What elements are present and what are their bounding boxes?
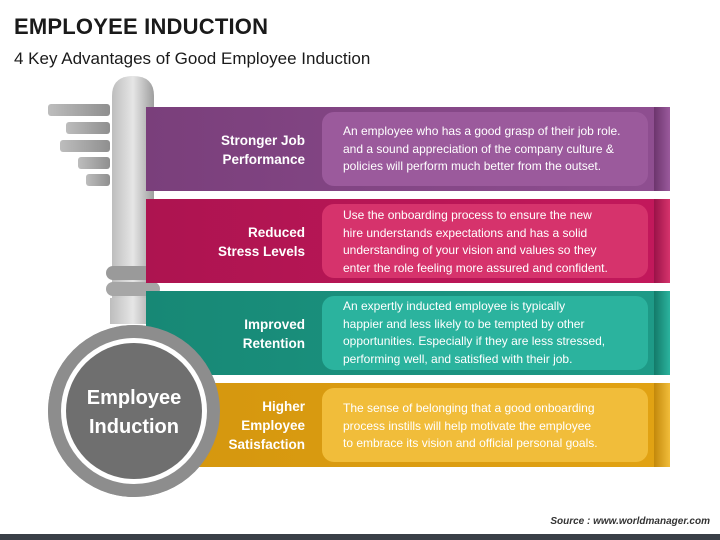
advantage-description: An expertly inducted employee is typically happier and less likely to be tempted by other opportunities. Especially if they are less stressed, performing well, and satisfied with their job. [343,299,606,366]
advantage-description: The sense of belonging that a good onboarding process instills will help motivate the employee to embrace its vision and official personal goals. [343,401,598,450]
page-subtitle: 4 Key Advantages of Good Employee Induction [14,49,371,68]
advantage-label: Stronger Job Performance [220,133,305,167]
center-label: Employee Induction [86,387,182,438]
bottom-bar [0,534,720,540]
advantage-description: Use the onboarding process to ensure the new hire understands expectations and has a solid understanding of your vision and values so they enter the role feeling more assured and confident. [343,208,608,275]
page-title: EMPLOYEE INDUCTION [14,14,269,39]
advantage-description: An employee who has a good grasp of their job role. and a sound appreciation of the company culture & policies will perform much better from the outset. [343,124,621,173]
advantage-label: Reduced Stress Levels [217,225,305,259]
advantage-label: Higher Employee Satisfaction [228,399,305,452]
source-credit: Source : www.worldmanager.com [550,516,710,527]
advantage-label: Improved Retention [242,317,305,351]
